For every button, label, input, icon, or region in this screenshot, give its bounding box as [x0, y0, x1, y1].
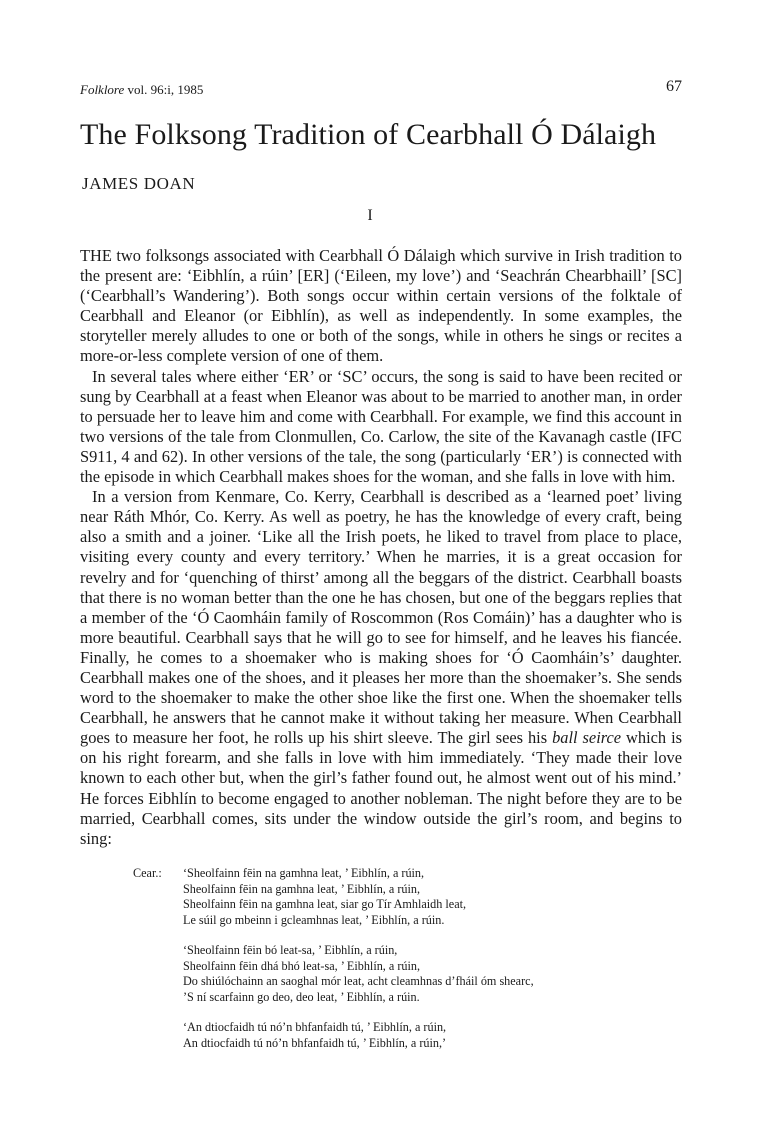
article-title: The Folksong Tradition of Cearbhall Ó Dálaigh — [80, 118, 657, 151]
verse-line: ‘An dtiocfaidh tú nó’n bhfanfaidh tú, ’ Eibhlín, a rúin, — [183, 1020, 447, 1034]
verse-line: Le súil go mbeinn i gcleamhnas leat, ’ Eibhlín, a rúin. — [183, 912, 445, 927]
verse-line: ’S ní scarfainn go deo, deo leat, ’ Eibhlín, a rúin. — [183, 989, 420, 1004]
paragraph — [80, 487, 682, 849]
article-body — [80, 246, 682, 849]
verse-stanzas — [183, 866, 693, 1066]
paragraph — [80, 246, 682, 367]
verse-line: Sheolfainn fēin dhá bhó leat-sa, ’ Eibhlín, a rúin, — [183, 958, 421, 973]
verse-line: ‘Sheolfainn fēin na gamhna leat, ’ Eibhlín, a rúin, — [183, 866, 425, 880]
running-head — [80, 80, 682, 100]
section-numeral: I — [367, 207, 373, 224]
stanza — [183, 866, 693, 928]
verse-line: Sheolfainn fēin na gamhna leat, ’ Eibhlín, a rúin, — [183, 881, 421, 896]
author-name: JAMES DOAN — [82, 174, 196, 193]
page-number: 67 — [666, 78, 682, 95]
journal-details: vol. 96:i, 1985 — [124, 82, 204, 97]
verse-line: Sheolfainn fēin na gamhna leat, siar go Tír Amhlaidh leat, — [183, 897, 467, 911]
verse-line: ‘Sheolfainn fēin bó leat-sa, ’ Eibhlín, a rúin, — [183, 943, 398, 957]
verse-speaker: Cear.: — [133, 866, 162, 880]
emphasized-term: ball seirce — [552, 728, 622, 748]
verse-line: Do shiúlóchainn an saoghal mór leat, acht cleamhnas d’fháil óm shearc, — [183, 974, 534, 988]
paragraph — [80, 367, 682, 488]
paragraph-text: In a version from Kenmare, Co. Kerry, Cearbhall is described as a ‘learned poet’ living near Ráth Mhór, Co. Kerry. As well as poetry, he has the knowledge of every craft, being also a smith and a joiner. ‘Like all the Irish poets, he liked to travel from place to place, visiting every county and every territory.’ When he marries, it is a great occasion for revelry and for ‘quenching of thirst’ among all the beggars of the district. Cearbhall boasts that there is no woman better than the one he has chosen, but one of the beggars replies that a member of the ‘Ó Caomháin family of Roscommon (Ros Comáin)’ has a daughter who is more beautiful. Cearbhall says that he will go to see for himself, and he leaves his fiancée. Finally, he comes to a shoemaker who is making shoes for ‘Ó Caomháin’s’ daughter. Cearbhall makes one of the shoes, and it pleases her more than the shoemaker’s. She sends word to the shoemaker to make the other shoe like the first one. When the shoemaker tells Cearbhall, he answers that he cannot make it without taking her measure. When Cearbhall goes to measure her foot, he rolls up his shirt sleeve. The girl sees his — [80, 487, 682, 748]
paragraph-text: In several tales where either ‘ER’ or ‘SC’ occurs, the song is said to have been recited or sung by Cearbhall at a feast when Eleanor was about to be married to another man, in order to persuade her to leave him and come with Cearbhall. For example, we find this account in two versions of the tale from Clonmullen, Co. Carlow, the site of the Kavanagh castle (IFC S911, 4 and 62). In other versions of the tale, the song (particularly ‘ER’) is connected with the episode in which Cearbhall makes shoes for the woman, and she falls in love with him. — [80, 366, 682, 487]
verse-line: An dtiocfaidh tú nó’n bhfanfaidh tú, ’ Eibhlín, a rúin,’ — [183, 1035, 447, 1050]
journal-citation — [80, 82, 203, 98]
journal-title: Folklore — [80, 82, 125, 97]
paragraph-text: which is on his right forearm, and she falls in love with him immediately. ‘They made their love known to each other but, when the girl’s father found out, he almost went out of his mind.’ He forces Eibhlín to become engaged to another nobleman. The night before they are to be married, Cearbhall comes, sits under the window outside the girl’s room, and begins to sing: — [80, 728, 683, 848]
stanza — [183, 943, 693, 1005]
paragraph-text: THE two folksongs associated with Cearbhall Ó Dálaigh which survive in Irish tradition to the present are: ‘Eibhlín, a rúin’ [ER] (‘Eileen, my love’) and ‘Seachrán Chearbhaill’ [SC] (‘Cearbhall’s Wandering’). Both songs occur within certain versions of the folktale of Cearbhall and Eleanor (or Eibhlín), as well as independently. In some examples, the storyteller merely alludes to one or both of the songs, while in others he sings or recites a more-or-less complete version of one of them. — [80, 246, 682, 366]
stanza — [183, 1020, 693, 1051]
